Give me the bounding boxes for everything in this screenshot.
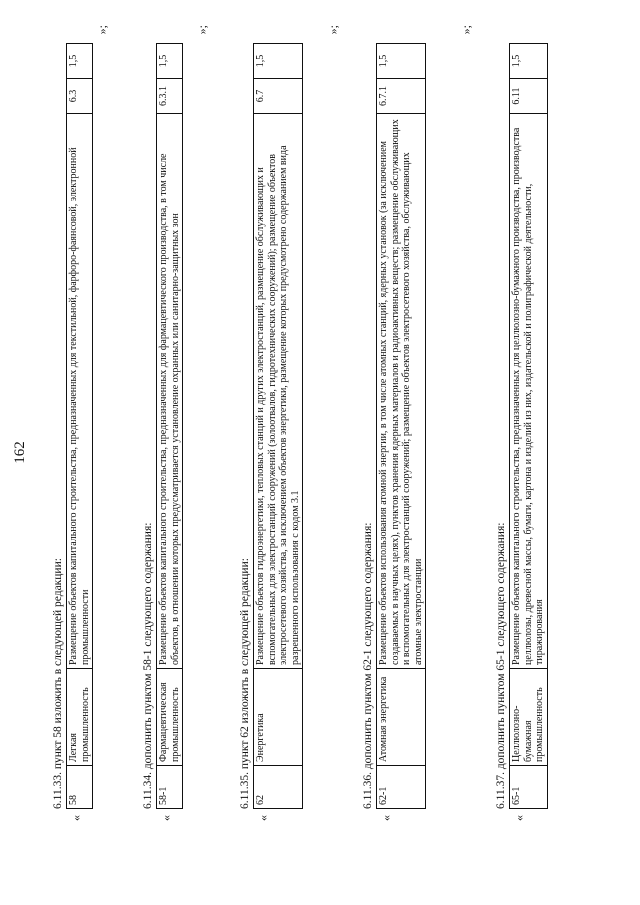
- closing-quote: »;: [95, 25, 109, 35]
- section-58: [50, 25, 109, 821]
- row-number: 58: [67, 766, 93, 809]
- page-number: 162: [12, 441, 28, 464]
- amendment-intro: 6.11.36. дополнить пунктом 62-1 следующего содержания:: [362, 522, 374, 809]
- opening-quote: «: [512, 815, 526, 821]
- row-description: Размещение объектов капитального строительства, предназначенных для фармацевтического производства, в том числе объектов, в отношении которых предусматривается установление охранных или санитарно-защитных зон: [157, 114, 183, 669]
- row-description: Размещение объектов капитального строительства, предназначенных для текстильной, фарфоро-фаянсовой, электронной промышленности: [67, 114, 93, 669]
- section-65-1: [493, 49, 548, 821]
- row-number: 58-1: [157, 766, 183, 809]
- row-description: Размещение объектов гидроэнергетики, тепловых станций и других электростанций, размещение обслуживающих и вспомогательных для электростанций сооружений (золоотвалов, гидротехнических сооружений); размещение объектов электросетевого хозяйства, за исключением объектов энергетики, размещение которых предусмотрено содержанием вида разрешенного использования с кодом 3.1: [254, 114, 303, 669]
- table-row: [377, 44, 426, 809]
- row-coefficient: 1,5: [377, 44, 426, 79]
- section-62-1: [360, 25, 473, 821]
- amendment-intro: 6.11.37. дополнить пунктом 65-1 следующего содержания:: [495, 522, 507, 809]
- row-coefficient: 1,5: [510, 44, 548, 79]
- table-row: [67, 44, 93, 809]
- row-code: 6.7.1: [377, 79, 426, 114]
- row-name: Целлюлозно-бумажная промышленность: [510, 669, 548, 766]
- row-code: 6.3.1: [157, 79, 183, 114]
- row-number: 62: [254, 766, 303, 809]
- row-code: 6.3: [67, 79, 93, 114]
- row-code: 6.11: [510, 79, 548, 114]
- closing-quote: »;: [195, 25, 209, 35]
- row-description: Размещение объектов использования атомной энергии, в том числе атомных станций, ядерных установок (за исключением создаваемых в научных целях), пунктов хранения ядерных материалов и радиоактивных веществ; размещение обслуживающих и вспомогательных для электростанций сооружений; размещение объектов электросетевого хозяйства, обслуживающих атомные электростанции: [377, 114, 426, 669]
- opening-quote: «: [159, 815, 173, 821]
- land-use-table: [509, 43, 548, 809]
- amendment-intro: 6.11.35. пункт 62 изложить в следующей редакции:: [239, 558, 251, 809]
- section-62: [237, 25, 340, 821]
- table-row: [254, 44, 303, 809]
- opening-quote: «: [379, 815, 393, 821]
- row-coefficient: 1,5: [254, 44, 303, 79]
- land-use-table: [253, 43, 303, 809]
- opening-quote: «: [256, 815, 270, 821]
- land-use-table: [156, 43, 183, 809]
- opening-quote: «: [69, 815, 83, 821]
- row-description: Размещение объектов капитального строительства, предназначенных для целлюлозно-бумажного производства, производства целлюлозы, древесной массы, бумаги, картона и изделий из них, издательской и полиграфической деятельности, тиражирования: [510, 114, 548, 669]
- row-code: 6.7: [254, 79, 303, 114]
- closing-quote: »;: [459, 25, 473, 35]
- land-use-table: [66, 43, 93, 809]
- section-58-1: [140, 25, 209, 821]
- amendment-intro: 6.11.34. дополнить пунктом 58-1 следующего содержания:: [142, 522, 154, 809]
- table-row: [510, 44, 548, 809]
- row-number: 62-1: [377, 766, 426, 809]
- row-name: Атомная энергетика: [377, 669, 426, 766]
- land-use-table: [376, 43, 426, 809]
- closing-quote: »;: [326, 25, 340, 35]
- row-name: Легкая промышленность: [67, 669, 93, 766]
- row-coefficient: 1,5: [67, 44, 93, 79]
- row-name: Энергетика: [254, 669, 303, 766]
- row-coefficient: 1,5: [157, 44, 183, 79]
- table-row: [157, 44, 183, 809]
- amendment-intro: 6.11.33. пункт 58 изложить в следующей редакции:: [52, 558, 64, 809]
- row-name: Фармацевтическая промышленность: [157, 669, 183, 766]
- row-number: 65-1: [510, 766, 548, 809]
